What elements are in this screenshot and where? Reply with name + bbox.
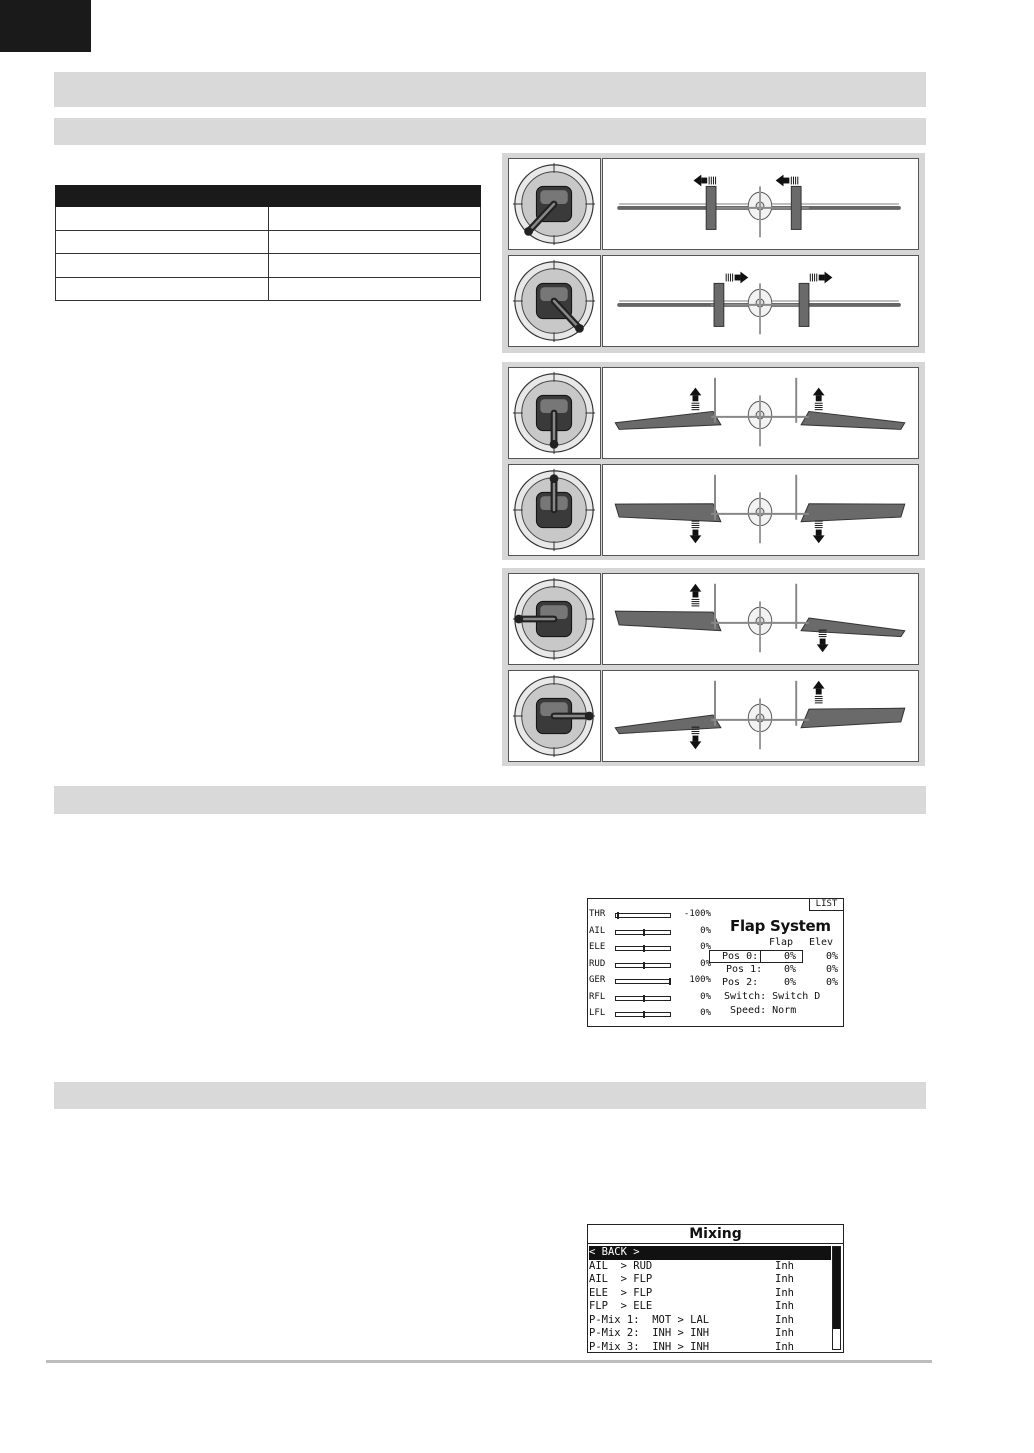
table-row (55, 278, 481, 302)
screen-title: Mixing (588, 1226, 843, 1244)
channel-value: 0% (700, 991, 711, 1002)
channel-value: 0% (700, 942, 711, 952)
channel-bar-indicator (669, 978, 671, 985)
direction-arrow-icon (813, 681, 825, 703)
channel-monitor-row (589, 909, 711, 921)
section-header-bar (54, 786, 926, 814)
mix-status: Inh (775, 1273, 794, 1285)
aileron-illustration-group (502, 568, 925, 766)
channel-label: ELE (589, 942, 606, 952)
channel-value: -100% (683, 909, 711, 919)
channel-monitor-row (589, 1008, 711, 1020)
flap-column-header: Flap (769, 937, 794, 948)
stick-aileron-right-illustration (508, 670, 601, 762)
table-header (55, 185, 481, 207)
direction-arrow-icon (690, 584, 702, 606)
rudder-illustration-group (502, 153, 925, 353)
speed-setting[interactable]: Speed: Norm (730, 1005, 797, 1016)
elev-column-header: Elev (809, 937, 834, 948)
stick-left-illustration (508, 158, 601, 250)
mixing-list-item[interactable] (589, 1314, 831, 1328)
position-row[interactable]: Pos 2: 0% 0% (722, 977, 839, 988)
plane-rudder-left-illustration (602, 158, 919, 250)
channel-bar-indicator (617, 912, 619, 919)
switch-setting[interactable]: Switch: Switch D (724, 991, 821, 1002)
mixing-list-item[interactable] (589, 1341, 831, 1354)
stick-aileron-left-illustration (508, 573, 601, 665)
direction-arrow-icon (693, 175, 715, 187)
scrollbar[interactable] (832, 1246, 841, 1350)
channel-bar (615, 946, 671, 951)
channel-bar (615, 979, 671, 984)
mix-label: ELE > FLP (589, 1286, 653, 1299)
mix-label: < BACK > (589, 1246, 640, 1258)
mixing-list-item[interactable] (589, 1273, 831, 1287)
channel-label: RFL (589, 991, 606, 1002)
mix-label: P-Mix 3: INH > INH (589, 1340, 710, 1353)
channel-monitor-row (589, 926, 711, 938)
channel-bar-indicator (643, 1011, 645, 1018)
mix-label: FLP > ELE (589, 1300, 653, 1312)
direction-arrow-icon (776, 175, 798, 187)
mix-status: Inh (775, 1327, 794, 1339)
mixing-screen (587, 1224, 844, 1353)
stick-up-illustration (508, 464, 601, 556)
channel-monitor-row (589, 942, 711, 954)
position-row[interactable]: Pos 0: 0% 0% (722, 951, 839, 962)
flap-system-screen (587, 898, 844, 1027)
table-row (55, 231, 481, 255)
mix-label: P-Mix 1: MOT > LAL (589, 1313, 710, 1326)
plane-aileron-right-illustration (602, 670, 919, 762)
channel-bar-indicator (643, 995, 645, 1002)
channel-bar (615, 963, 671, 968)
channel-label: GER (589, 975, 606, 985)
table-row (55, 207, 481, 231)
channel-label: AIL (589, 925, 606, 936)
footer-rule (46, 1360, 932, 1363)
channel-monitor-row (589, 992, 711, 1004)
channel-bar (615, 996, 671, 1001)
direction-arrow-icon (810, 272, 832, 284)
direction-arrow-icon (726, 272, 748, 284)
table-row (55, 254, 481, 278)
channel-monitor-row (589, 975, 711, 987)
mix-status: Inh (775, 1259, 794, 1272)
plane-rudder-right-illustration (602, 255, 919, 347)
plane-elevator-up-illustration (602, 367, 919, 459)
section-header-bar (54, 1082, 926, 1109)
channel-bar (615, 913, 671, 918)
plane-elevator-down-illustration (602, 464, 919, 556)
mix-label: AIL > RUD (589, 1259, 653, 1272)
channel-label: THR (589, 909, 606, 919)
channel-value: 0% (700, 958, 711, 969)
language-tab (0, 0, 91, 52)
section-header-bar (54, 118, 926, 145)
channel-bar (615, 1012, 671, 1017)
list-button[interactable]: LIST (809, 899, 843, 911)
channel-value: 0% (700, 925, 711, 936)
direction-arrow-icon (690, 727, 702, 749)
direction-arrow-icon (690, 521, 702, 543)
channel-monitor-row (589, 959, 711, 971)
position-row[interactable]: Pos 1: 0% 0% (726, 964, 839, 975)
channel-bar-indicator (643, 929, 645, 936)
mix-status: Inh (775, 1300, 794, 1312)
mixing-list-item[interactable] (589, 1327, 831, 1341)
channel-value: 0% (700, 1008, 711, 1018)
channel-label: LFL (589, 1008, 606, 1018)
mix-label: AIL > FLP (589, 1273, 653, 1285)
direction-arrow-icon (690, 388, 702, 410)
mixing-list-item[interactable] (589, 1260, 831, 1274)
scrollbar-thumb[interactable] (833, 1247, 840, 1329)
elevator-illustration-group (502, 362, 925, 560)
direction-arrow-icon (813, 521, 825, 543)
channel-bar-indicator (643, 962, 645, 969)
channel-bar (615, 930, 671, 935)
stick-down-illustration (508, 367, 601, 459)
screen-title: Flap System (730, 917, 831, 935)
mixing-list-item[interactable] (589, 1287, 831, 1301)
mix-label: P-Mix 2: INH > INH (589, 1327, 710, 1339)
mix-status: Inh (775, 1286, 794, 1299)
stick-right-illustration (508, 255, 601, 347)
channel-bar-indicator (643, 945, 645, 952)
channel-label: RUD (589, 958, 606, 969)
mixing-list-item[interactable] (589, 1300, 831, 1314)
mix-status: Inh (775, 1340, 794, 1353)
channel-value: 100% (689, 975, 711, 985)
direction-arrow-icon (817, 630, 829, 652)
mix-status: Inh (775, 1313, 794, 1326)
mixing-list-item[interactable] (589, 1246, 831, 1260)
plane-aileron-left-illustration (602, 573, 919, 665)
page-title-bar (54, 72, 926, 107)
settings-table (55, 185, 481, 301)
direction-arrow-icon (813, 388, 825, 410)
